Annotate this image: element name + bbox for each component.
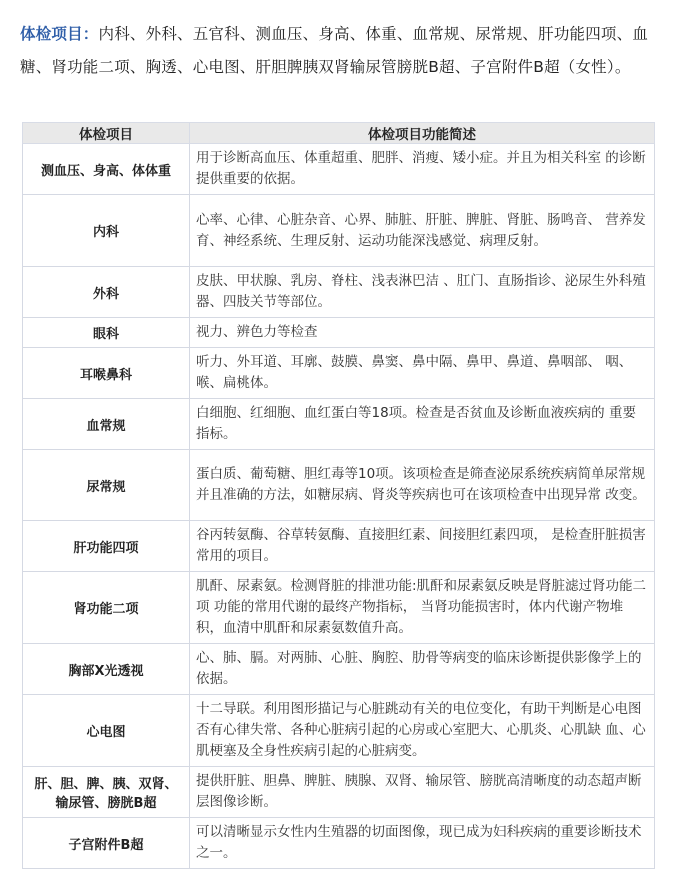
intro-text: 内科、外科、五官科、测血压、身高、体重、血常规、尿常规、肝功能四项、血糖、肾功能二项、胸透、心电图、肝胆脾胰双肾输尿管膀胱B超、子宫附件B超（女性）。 [20, 25, 649, 76]
item-name: 内科 [23, 195, 190, 267]
item-description: 可以清晰显示女性内生殖器的切面图像，现已成为妇科疾病的重要诊断技术之一。 [190, 818, 655, 869]
table-row [23, 572, 655, 644]
item-name: 测血压、身高、体体重 [23, 144, 190, 195]
item-name: 胸部X光透视 [23, 644, 190, 695]
item-name: 心电图 [23, 695, 190, 767]
table-row [23, 767, 655, 818]
item-description: 十二导联。利用图形描记与心脏跳动有关的电位变化，有助干判断是心电图 否有心律失常、各种心脏病引起的心房或心室肥大、心肌炎、心肌缺 血、心肌梗塞及全身性疾病引起的心脏病变。 [190, 695, 655, 767]
table-row [23, 450, 655, 521]
item-name: 尿常规 [23, 450, 190, 521]
intro-paragraph [20, 18, 660, 84]
item-description: 皮肤、甲状腺、乳房、脊柱、浅表淋巴洁 、肛门、直肠指诊、泌尿生外科殖器、四肢关节等部位。 [190, 267, 655, 318]
item-name: 血常规 [23, 399, 190, 450]
item-description: 白细胞、红细胞、血红蛋白等18项。检查是否贫血及诊断血液疾病的 重要指标。 [190, 399, 655, 450]
item-description: 蛋白质、葡萄糖、胆红毒等10项。该项检查是筛查泌尿系统疾病简单尿常规 并且准确的方法，如糖尿病、肾炎等疾病也可在该项检查中出现异常 改变。 [190, 450, 655, 521]
item-description: 心率、心律、心脏杂音、心界、肺脏、肝脏、脾脏、肾脏、肠鸣音、 营养发育、神经系统、生理反射、运动功能深浅感觉、病理反射。 [190, 195, 655, 267]
item-name: 肝功能四项 [23, 521, 190, 572]
item-description: 心、肺、膈。对两肺、心脏、胸腔、肋骨等病变的临床诊断提供影像学上的依据。 [190, 644, 655, 695]
table-row [23, 195, 655, 267]
item-name: 眼科 [23, 318, 190, 348]
header-description: 体检项目功能简述 [190, 123, 655, 144]
table-row [23, 695, 655, 767]
item-description: 视力、辨色力等检查 [190, 318, 655, 348]
item-description: 用于诊断高血压、体重超重、肥胖、消瘦、矮小症。并且为相关科室 的诊断提供重要的依据。 [190, 144, 655, 195]
item-name: 耳喉鼻科 [23, 348, 190, 399]
item-description: 提供肝脏、胆鼻、脾脏、胰腺、双肾、输尿管、膀胱高清晰度的动态超声断层图像诊断。 [190, 767, 655, 818]
item-name: 肝、胆、脾、胰、双肾、输尿管、膀胱B超 [23, 767, 190, 818]
table-row [23, 399, 655, 450]
table-row [23, 267, 655, 318]
item-name: 子宫附件B超 [23, 818, 190, 869]
header-item: 体检项目 [23, 123, 190, 144]
table-row [23, 144, 655, 195]
table-row [23, 818, 655, 869]
item-name: 肾功能二项 [23, 572, 190, 644]
item-description: 肌酐、尿素氨。检测肾脏的排泄功能:肌酐和尿素氨反映是肾脏滤过肾功能二项 功能的常用代谢的最终产物指标， 当肾功能损害时，体内代谢产物堆积，血清中肌酐和尿素氨数值升高。 [190, 572, 655, 644]
item-name: 外科 [23, 267, 190, 318]
table-row [23, 521, 655, 572]
table-row [23, 318, 655, 348]
item-description: 谷丙转氨酶、谷草转氨酶、直接胆红素、间接胆红素四项， 是检查肝脏损害常用的项目。 [190, 521, 655, 572]
table-row [23, 348, 655, 399]
item-description: 听力、外耳道、耳廓、鼓膜、鼻窦、鼻中隔、鼻甲、鼻道、鼻咽部、 咽、喉、扁桃体。 [190, 348, 655, 399]
table-row [23, 644, 655, 695]
table-header-row [23, 123, 655, 144]
exam-table [22, 122, 655, 869]
intro-label: 体检项目： [20, 25, 99, 43]
